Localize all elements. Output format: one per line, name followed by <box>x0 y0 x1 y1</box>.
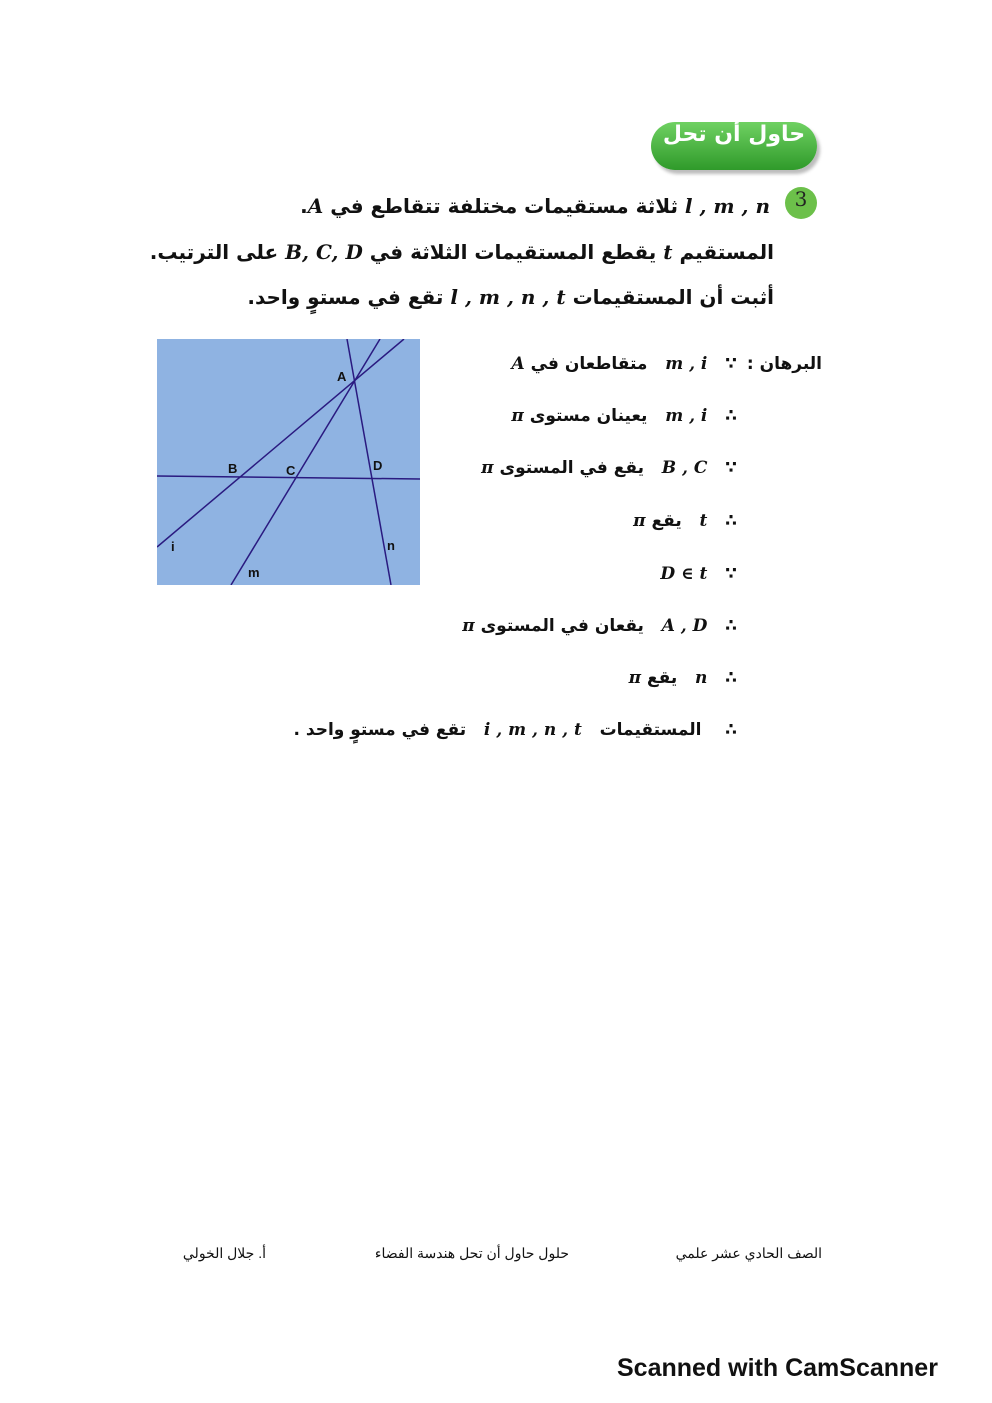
step-7-math: n <box>695 668 708 688</box>
footer-grade: الصف الحادي عشر علمي <box>675 1245 822 1261</box>
line-label-i: i <box>171 539 175 554</box>
therefore-symbol: ∴ <box>725 406 737 426</box>
step-4-math: t <box>699 511 708 531</box>
point-label-b: B <box>228 461 238 476</box>
step-3-tail: π <box>481 458 494 478</box>
conclusion-math: i , m , n , t <box>483 720 582 740</box>
lines-diagram-svg <box>157 339 420 585</box>
because-symbol: ∵ <box>725 564 737 584</box>
question-line-2 <box>150 240 774 264</box>
step-3-text: يقع في المستوى <box>499 458 644 478</box>
line-n <box>347 339 391 585</box>
proof-step-1 <box>511 354 737 374</box>
proof-step-3 <box>481 458 737 478</box>
line-label-m: m <box>248 565 260 580</box>
proof-conclusion <box>294 720 737 740</box>
therefore-symbol: ∴ <box>725 616 737 636</box>
step-1-text: متقاطعان في <box>530 354 648 374</box>
q2-text-a: المستقيم <box>679 240 774 264</box>
question-number-badge: 3 <box>785 187 817 219</box>
line-i <box>157 339 404 547</box>
step-4-text: يقع <box>651 511 682 531</box>
proof-step-4 <box>633 511 737 531</box>
point-label-c: C <box>286 463 296 478</box>
therefore-symbol: ∴ <box>725 668 737 688</box>
step-6-tail: π <box>462 616 475 636</box>
therefore-symbol: ∴ <box>725 511 737 531</box>
question-line-3 <box>247 285 774 309</box>
because-symbol: ∵ <box>725 354 737 374</box>
step-5-math: D ∈ t <box>660 564 708 584</box>
point-label-d: D <box>373 458 383 473</box>
q3-lines: l , m , n , t <box>450 285 566 309</box>
question-line-1: l , m , n ثلاثة مستقيمات مختلفة تتقاطع في A. <box>300 194 770 218</box>
step-6-text: يقعان في المستوى <box>480 616 644 636</box>
footer-title: حلول حاول أن تحل هندسة الفضاء <box>374 1245 569 1261</box>
camscanner-watermark: Scanned with CamScanner <box>617 1354 938 1382</box>
proof-step-6 <box>462 616 737 636</box>
conclusion-text-a: المستقيمات <box>599 720 702 740</box>
q1-text: ثلاثة مستقيمات مختلفة تتقاطع في <box>330 194 678 218</box>
q3-text-a: أثبت أن المستقيمات <box>572 285 774 309</box>
proof-step-7 <box>629 668 737 688</box>
proof-step-2 <box>511 406 737 426</box>
step-7-text: يقع <box>647 668 678 688</box>
proof-step-5 <box>660 564 737 584</box>
proof-heading: البرهان : <box>746 354 822 374</box>
step-6-math: A , D <box>661 616 708 636</box>
footer-teacher: أ. جلال الخولي <box>182 1245 266 1261</box>
q2-points: B, C, D <box>285 240 363 264</box>
because-symbol: ∵ <box>725 458 737 478</box>
q2-t: t <box>663 240 673 264</box>
step-1-tail: A <box>511 354 525 374</box>
q1-point: A <box>307 194 324 218</box>
step-1-math: m , i <box>665 354 708 374</box>
therefore-symbol: ∴ <box>725 720 737 740</box>
line-label-n: n <box>387 538 395 553</box>
q3-text-b: تقع في مستوٍ واحد. <box>247 285 444 309</box>
q2-text-c: على الترتيب. <box>149 240 279 264</box>
step-7-tail: π <box>628 668 642 688</box>
line-m <box>231 339 383 585</box>
try-to-solve-banner: حاول أن تحل <box>651 122 817 170</box>
point-label-a: A <box>337 369 347 384</box>
step-2-tail: π <box>511 406 524 426</box>
step-2-text: يعينان مستوى <box>529 406 648 426</box>
step-2-math: m , i <box>665 406 708 426</box>
q2-text-b: يقطع المستقيمات الثلاثة في <box>369 240 657 264</box>
step-3-math: B , C <box>661 458 708 478</box>
q1-lines: l , m , n <box>684 194 770 218</box>
conclusion-text-b: تقع في مستوٍ واحد . <box>293 720 467 740</box>
lines-diagram <box>157 339 420 585</box>
step-4-tail: π <box>633 511 646 531</box>
